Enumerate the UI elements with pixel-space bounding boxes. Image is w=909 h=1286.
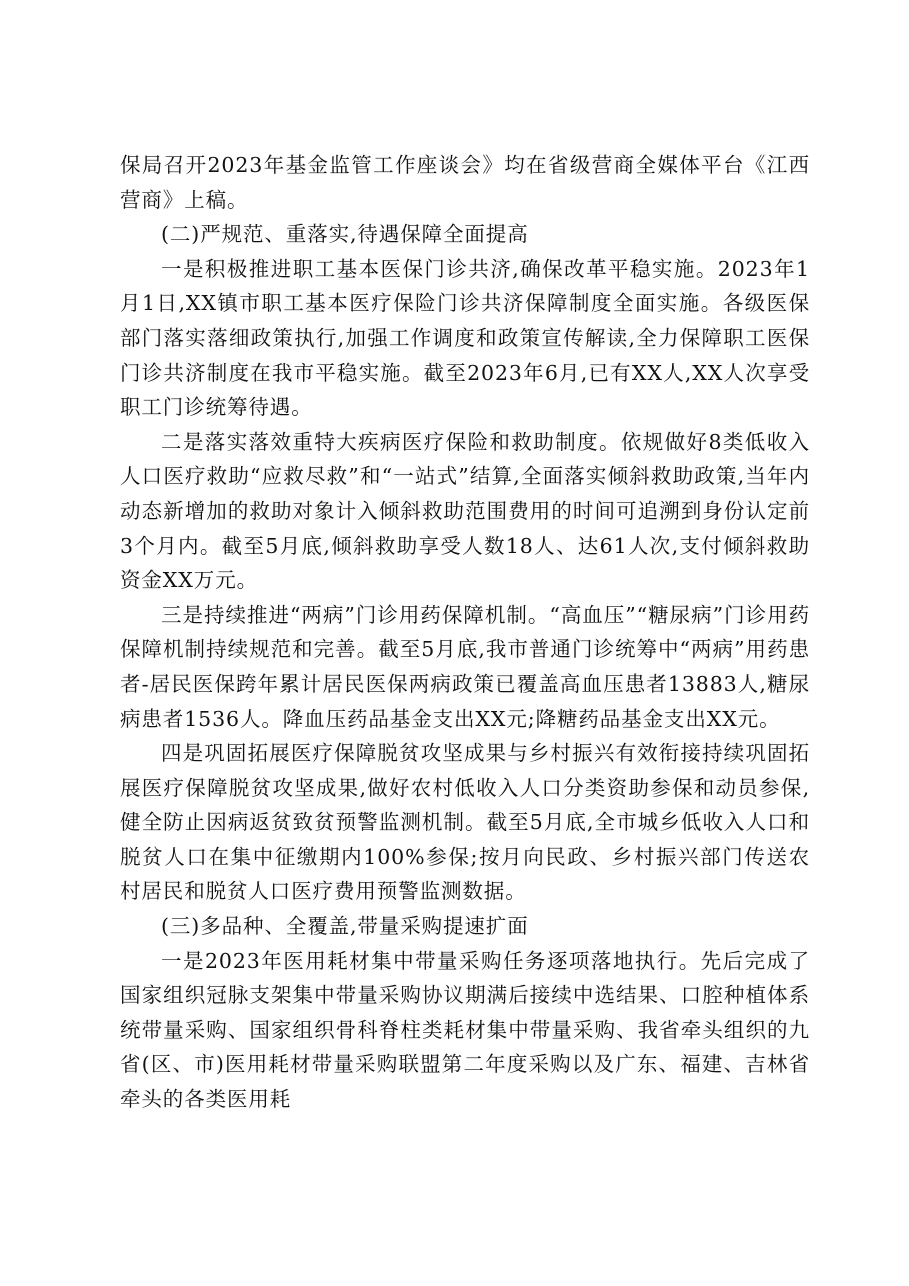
paragraph-major-disease-insurance: 二是落实落效重特大疾病医疗保险和救助制度。依规做好8类低收入人口医疗救助“应救尽救”和“一站式”结算,全面落实倾斜救助政策,当年内动态新增加的救助对象计入倾斜救助范围费用的时间可追溯到身份认定前3个月内。截至5月底,倾斜救助享受人数18人、达61人次,支付倾斜救助资金XX万元。	[120, 429, 810, 593]
document-body	[120, 148, 810, 1117]
paragraph-continuation: 保局召开2023年基金监管工作座谈会》均在省级营商全媒体平台《江西营商》上稿。	[120, 153, 810, 212]
paragraph-outpatient-mutual-aid: 一是积极推进职工基本医保门诊共济,确保改革平稳实施。2023年1月1日,XX镇市职工基本医疗保险门诊共济保障制度全面实施。各级医保部门落实落细政策执行,加强工作调度和政策宣传解读,全力保障职工医保门诊共济制度在我市平稳实施。截至2023年6月,已有XX人,XX人次享受职工门诊统筹待遇。	[120, 256, 810, 420]
section-heading-3: (三)多品种、全覆盖,带量采购提速扩面	[161, 914, 529, 939]
section-heading-2: (二)严规范、重落实,待遇保障全面提高	[161, 222, 529, 247]
paragraph-two-diseases: 三是持续推进“两病”门诊用药保障机制。“高血压”“糖尿病”门诊用药保障机制持续规范和完善。截至5月底,我市普通门诊统筹中“两病”用药患者-居民医保跨年累计居民医保两病政策已覆盖高血压患者13883人,糖尿病患者1536人。降血压药品基金支出XX元;降糖药品基金支出XX元。	[120, 602, 810, 731]
paragraph-volume-procurement: 一是2023年医用耗材集中带量采购任务逐项落地执行。先后完成了国家组织冠脉支架集中带量采购协议期满后接续中选结果、口腔种植体系统带量采购、国家组织骨科脊柱类耗材集中带量采购、我省牵头组织的九省(区、市)医用耗材带量采购联盟第二年度采购以及广东、福建、吉林省牵头的各类医用耗	[120, 948, 810, 1112]
paragraph-poverty-alleviation: 四是巩固拓展医疗保障脱贫攻坚成果与乡村振兴有效衔接持续巩固拓展医疗保障脱贫攻坚成果,做好农村低收入人口分类资助参保和动员参保,健全防止因病返贫致贫预警监测机制。截至5月底,全市城乡低收入人口和脱贫人口在集中征缴期内100%参保;按月向民政、乡村振兴部门传送农村居民和脱贫人口医疗费用预警监测数据。	[120, 741, 810, 904]
